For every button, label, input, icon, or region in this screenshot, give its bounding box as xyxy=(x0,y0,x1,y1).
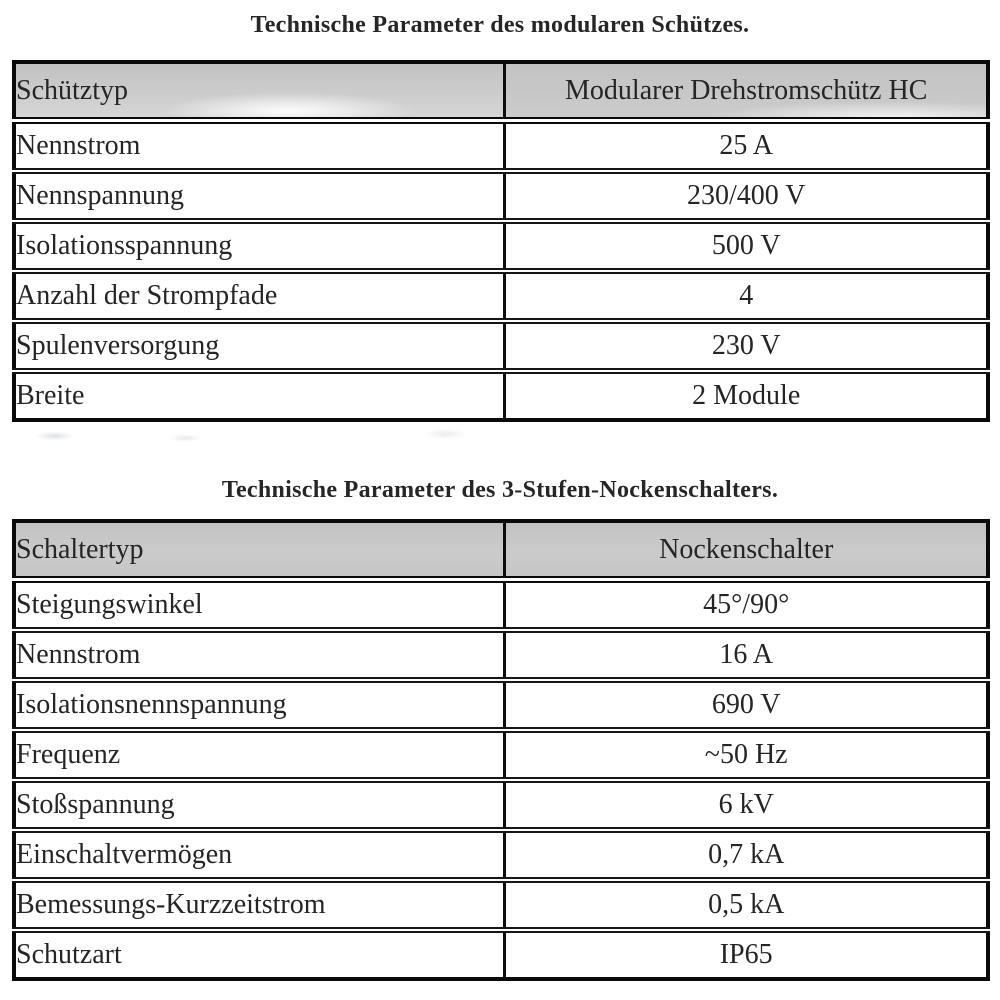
table-row xyxy=(14,271,988,321)
parameter-name-cell: Bemessungs-Kurzzeitstrom xyxy=(14,880,505,930)
parameter-value-cell: 230 V xyxy=(505,321,988,371)
parameter-value-cell: 45°/90° xyxy=(505,580,988,631)
parameter-value-cell: 0,7 kA xyxy=(505,830,988,880)
table-row xyxy=(14,680,988,730)
parameter-name-cell: Schutzart xyxy=(14,930,505,979)
table-row xyxy=(14,830,988,880)
table-row xyxy=(14,171,988,221)
header-cell-parameter-type: Schütztyp xyxy=(14,62,505,121)
parameter-name-cell: Breite xyxy=(14,371,505,420)
parameter-name-cell: Einschaltvermögen xyxy=(14,830,505,880)
parameter-value-cell: 25 A xyxy=(505,121,988,172)
parameter-value-cell: 500 V xyxy=(505,221,988,271)
table-row xyxy=(14,630,988,680)
parameter-name-cell: Isolationsnennspannung xyxy=(14,680,505,730)
parameter-value-cell: IP65 xyxy=(719,939,773,970)
table-row xyxy=(14,121,988,172)
table-1-title: Technische Parameter des modularen Schützes. xyxy=(250,12,750,38)
table-row xyxy=(14,730,988,780)
parameter-name-cell: Frequenz xyxy=(14,730,505,780)
table-row xyxy=(14,880,988,930)
parameter-name-cell: Isolationsspannung xyxy=(14,221,505,271)
parameter-name-cell: Stoßspannung xyxy=(14,780,505,830)
parameter-value-cell: ~50 Hz xyxy=(505,730,988,780)
parameter-name-cell: Steigungswinkel xyxy=(14,580,505,631)
table-row xyxy=(14,930,988,979)
parameter-name-cell: Nennspannung xyxy=(14,171,505,221)
table-row xyxy=(14,780,988,830)
parameter-name-cell: Spulenversorgung xyxy=(14,321,505,371)
parameter-value-cell: 0,5 kA xyxy=(505,880,988,930)
cam-switch-parameters-table xyxy=(12,519,990,981)
parameter-value-cell: 690 V xyxy=(505,680,988,730)
contactor-parameters-table xyxy=(12,60,990,422)
parameter-name-cell: Nennstrom xyxy=(14,630,505,680)
header-cell-parameter-value: Nockenschalter xyxy=(505,521,988,580)
table-header-row xyxy=(14,62,988,121)
parameter-value-cell: 16 A xyxy=(505,630,988,680)
header-cell-parameter-type: Schaltertyp xyxy=(14,521,505,580)
parameter-value-cell: 230/400 V xyxy=(505,171,988,221)
parameter-value-cell: 6 kV xyxy=(505,780,988,830)
parameter-name-cell: Anzahl der Strompfade xyxy=(14,271,505,321)
table-row xyxy=(14,321,988,371)
table-header-row xyxy=(14,521,988,580)
table-row xyxy=(14,580,988,631)
parameter-value-cell: 4 xyxy=(505,271,988,321)
parameter-name-cell: Nennstrom xyxy=(14,121,505,172)
table-row xyxy=(14,371,988,420)
header-cell-parameter-value: Modularer Drehstromschütz HC xyxy=(505,62,988,121)
table-2-title: Technische Parameter des 3-Stufen-Nockenschalters. xyxy=(221,477,779,503)
scan-smudge-artifact xyxy=(25,425,525,447)
parameter-value-cell: 2 Module xyxy=(692,380,801,411)
table-row xyxy=(14,221,988,271)
